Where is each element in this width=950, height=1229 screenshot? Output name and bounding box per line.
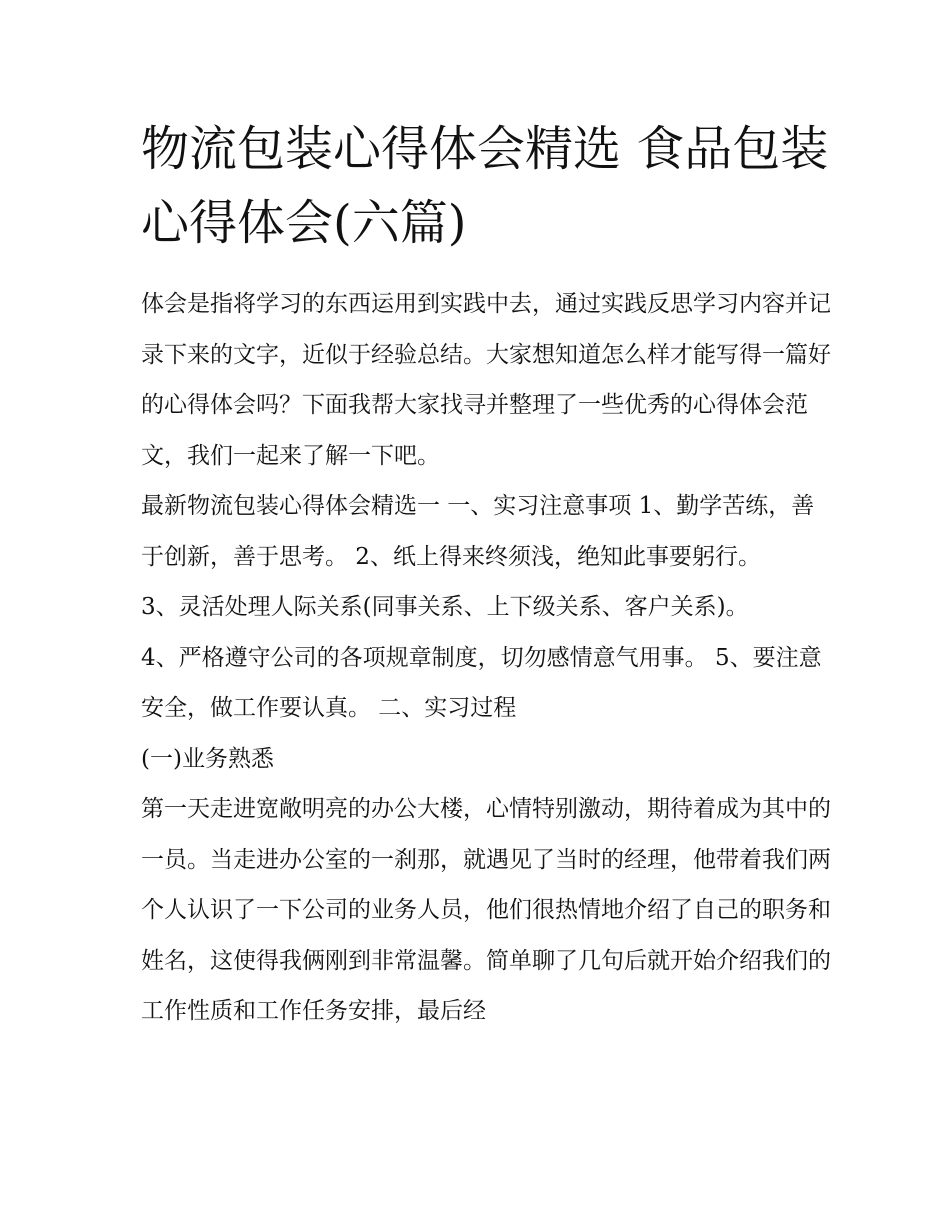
paragraph-subheading: (一)业务熟悉 bbox=[141, 745, 274, 772]
document-title: 物流包装心得体会精选 食品包装心得体会(六篇) bbox=[141, 121, 829, 251]
paragraph-first-day: 第一天走进宽敞明亮的办公大楼，心情特别激动，期待着成为其中的一员。当走进办公室的一刹那，就遇见了当时的经理，他带着我们两个人认识了一下公司的业务人员，他们很热情地介绍了自己的职务和姓名，这使得我俩刚到非常温馨。简单聊了几句后就开始介绍我们的工作性质和工作任务安排，最后经 bbox=[141, 796, 831, 1024]
paragraph-intro: 体会是指将学习的东西运用到实践中去，通过实践反思学习内容并记录下来的文字，近似于经验总结。大家想知道怎么样才能写得一篇好的心得体会吗？下面我帮大家找寻并整理了一些优秀的心得体会范文，我们一起来了解一下吧。 bbox=[141, 291, 831, 469]
document-page bbox=[141, 112, 831, 1037]
paragraph-item-three: 3、灵活处理人际关系(同事关系、上下级关系、客户关系)。 bbox=[141, 594, 749, 620]
paragraph-item-four-five: 4、严格遵守公司的各项规章制度，切勿感情意气用事。 5、要注意安全，做工作要认真。 二、实习过程 bbox=[141, 644, 822, 721]
paragraph-section-one: 最新物流包装心得体会精选一 一、实习注意事项 1、勤学苦练，善于创新，善于思考。 2、纸上得来终须浅，绝知此事要躬行。 bbox=[141, 493, 815, 570]
